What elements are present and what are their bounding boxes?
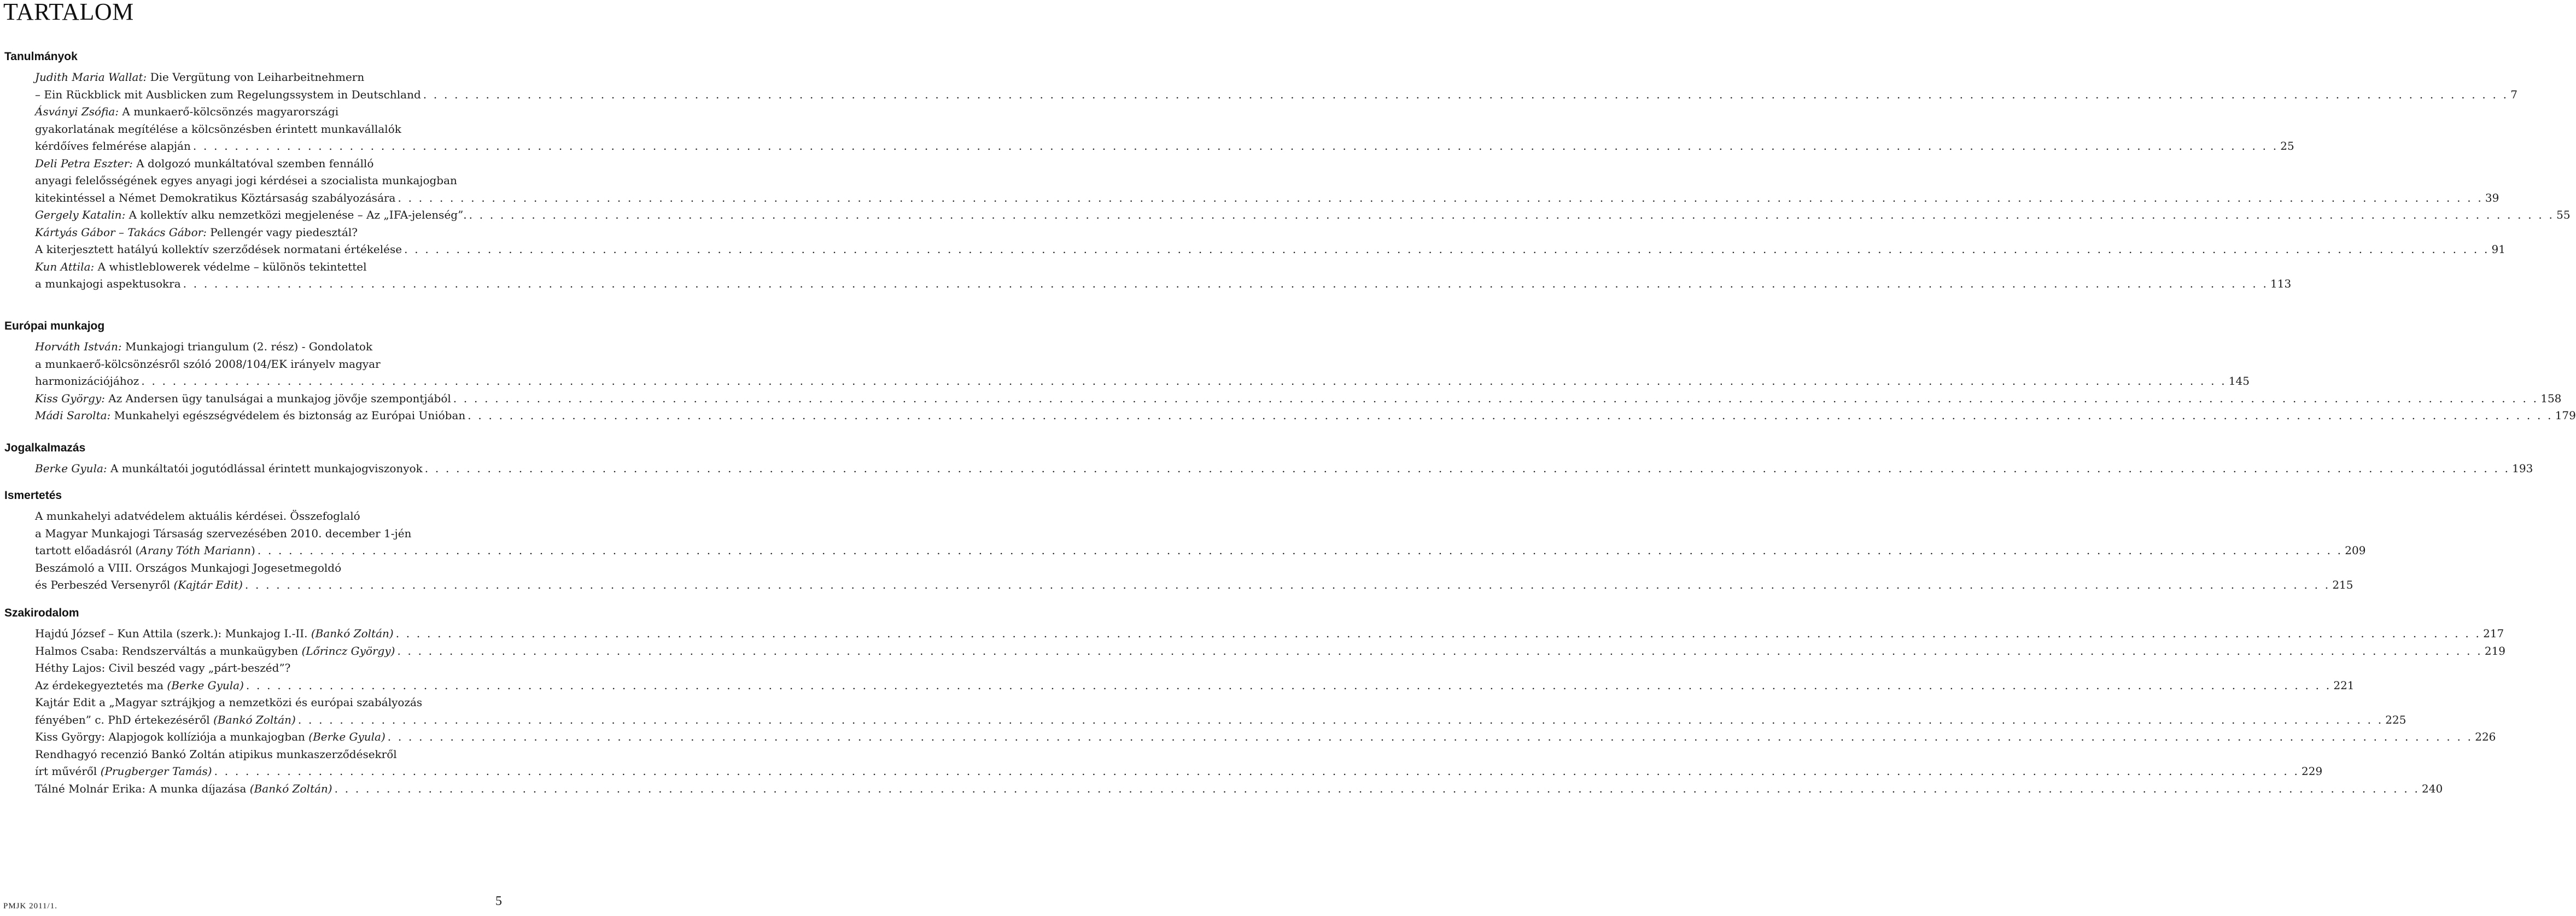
toc-entry-text bbox=[35, 763, 212, 780]
toc-entry-line bbox=[35, 763, 2323, 780]
toc-entry bbox=[35, 746, 2323, 780]
toc-entry-line bbox=[35, 338, 503, 356]
toc-entry-line bbox=[35, 224, 503, 242]
toc-entry-text bbox=[35, 373, 139, 390]
entry-title-text: Die Vergütung von Leiharbeitnehmern bbox=[147, 71, 365, 84]
toc-entry-line bbox=[35, 729, 2496, 746]
toc-entry-line bbox=[35, 121, 503, 138]
entry-page-number: 215 bbox=[2332, 578, 2353, 591]
toc-entry-text bbox=[35, 780, 332, 798]
entry-title-text: Beszámoló a VIII. Országos Munkajogi Jogesetmegoldó bbox=[35, 561, 342, 574]
entry-page-number: 193 bbox=[2512, 462, 2533, 475]
dot-leader: . . . . . . . . . . . . . . . . . . . . . . . . . . . . . . . . . . . . . . . . . . . . . . . . . . . . . . . . . . . . . . . . . . . . . . . . . . . . . . . . . . . . . . . . . . . . . . . . . . . . . . . . . . . . . . . . . . . . . . . . . . . . . . . . . . . . . . . . . . . . . . . . . . . . . . . . . . . . . . . . . . . . . . . . . . . . . . . . . . . . . . . . . . . . . . . . . . . . . . . . bbox=[244, 578, 2330, 591]
entry-title-text: Az érdekegyeztetés ma bbox=[35, 678, 167, 692]
entry-title-text: Héthy Lajos: Civil beszéd vagy „párt-beszéd”? bbox=[35, 661, 291, 674]
toc-entry-line bbox=[35, 86, 2517, 104]
section-ismertetes bbox=[4, 489, 2366, 591]
toc-entry-line bbox=[35, 542, 2366, 560]
entry-title-text: Az Andersen ügy tanulságai a munkajog jövője szempontjából bbox=[104, 391, 451, 405]
section-szakirodalom bbox=[4, 607, 2506, 795]
entry-page-number: 158 bbox=[2540, 391, 2562, 405]
author-name: (Berke Gyula) bbox=[308, 730, 385, 743]
section-entries bbox=[35, 338, 2576, 425]
toc-entry-text bbox=[35, 677, 244, 695]
dot-leader: . . . . . . . . . . . . . . . . . . . . . . . . . . . . . . . . . . . . . . . . . . . . . . . . . . . . . . . . . . . . . . . . . . . . . . . . . . . . . . . . . . . . . . . . . . . . . . . . . . . . . . . . . . . . . . . . . . . . . . . . . . . . . . . . . . . . . . . . . . . . . . . . . . . . . . . . . . . . . . . . . . . . . . . . . . . . . . . . . . . . . . . . . . . . . . . . . . . . . . . . bbox=[468, 409, 2553, 422]
entry-page-number: 91 bbox=[2491, 243, 2505, 256]
toc-entry bbox=[35, 560, 2353, 594]
toc-entry-text bbox=[35, 577, 243, 594]
entry-page-number: 219 bbox=[2484, 644, 2506, 657]
toc-entry-line bbox=[35, 138, 2294, 155]
entry-page-number: 179 bbox=[2555, 409, 2576, 422]
toc-entry-text bbox=[35, 86, 421, 104]
dot-leader: . . . . . . . . . . . . . . . . . . . . . . . . . . . . . . . . . . . . . . . . . . . . . . . . . . . . . . . . . . . . . . . . . . . . . . . . . . . . . . . . . . . . . . . . . . . . . . . . . . . . . . . . . . . . . . . . . . . . . . . . . . . . . . . . . . . . . . . . . . . . . . . . . . . . . . . . . . . . . . . . . . . . . . . . . . . . . . . . . . . . . . . . . . . . . . . . . . . . . . . . bbox=[398, 191, 2483, 204]
toc-entry-text bbox=[35, 660, 290, 677]
toc-entry-text bbox=[35, 172, 457, 190]
author-name: Kiss György: bbox=[35, 391, 105, 405]
entry-title-text: Halmos Csaba: Rendszerváltás a munkaügyben bbox=[35, 644, 302, 657]
dot-leader: . . . . . . . . . . . . . . . . . . . . . . . . . . . . . . . . . . . . . . . . . . . . . . . . . . . . . . . . . . . . . . . . . . . . . . . . . . . . . . . . . . . . . . . . . . . . . . . . . . . . . . . . . . . . . . . . . . . . . . . . . . . . . . . . . . . . . . . . . . . . . . . . . . . . . . . . . . . . . . . . . . . . . . . . . . . . . . . . . . . . . . . . . . . . . . . . . . . . . . . . bbox=[214, 765, 2300, 778]
toc-entry bbox=[35, 660, 2355, 694]
dot-leader: . . . . . . . . . . . . . . . . . . . . . . . . . . . . . . . . . . . . . . . . . . . . . . . . . . . . . . . . . . . . . . . . . . . . . . . . . . . . . . . . . . . . . . . . . . . . . . . . . . . . . . . . . . . . . . . . . . . . . . . . . . . . . . . . . . . . . . . . . . . . . . . . . . . . . . . . . . . . . . . . . . . . . . . . . . . . . . . . . . . . . . . . . . . . . . . . . . . . . . . . bbox=[423, 87, 2509, 101]
toc-entry-line bbox=[35, 241, 2505, 259]
entry-title-text: A munkáltatói jogutódlással érintett munkajogviszonyok bbox=[107, 462, 423, 475]
toc-entry-text bbox=[35, 625, 394, 643]
toc-entry-text bbox=[35, 525, 411, 543]
section-europai-munkajog bbox=[4, 320, 2576, 422]
toc-entry bbox=[35, 694, 2406, 729]
section-title: Tanulmányok bbox=[4, 50, 78, 63]
section-entries bbox=[35, 460, 2533, 478]
entry-title-text: ) bbox=[251, 544, 255, 557]
dot-leader: . . . . . . . . . . . . . . . . . . . . . . . . . . . . . . . . . . . . . . . . . . . . . . . . . . . . . . . . . . . . . . . . . . . . . . . . . . . . . . . . . . . . . . . . . . . . . . . . . . . . . . . . . . . . . . . . . . . . . . . . . . . . . . . . . . . . . . . . . . . . . . . . . . . . . . . . . . . . . . . . . . . . . . . . . . . . . . . . . . . . . . . . . . . . . . . . . . . . . . . . bbox=[395, 627, 2481, 640]
entry-title-text: írt művéről bbox=[35, 765, 101, 778]
entry-page-number: 226 bbox=[2475, 730, 2496, 743]
toc-entry-line bbox=[35, 390, 2562, 408]
toc-entry-line bbox=[35, 356, 503, 373]
entry-title-text: A kollektív alku nemzetközi megjelenése – Az „IFA-jelenség”. bbox=[125, 208, 467, 221]
author-name: (Bankó Zoltán) bbox=[213, 713, 296, 726]
dot-leader: . . . . . . . . . . . . . . . . . . . . . . . . . . . . . . . . . . . . . . . . . . . . . . . . . . . . . . . . . . . . . . . . . . . . . . . . . . . . . . . . . . . . . . . . . . . . . . . . . . . . . . . . . . . . . . . . . . . . . . . . . . . . . . . . . . . . . . . . . . . . . . . . . . . . . . . . . . . . . . . . . . . . . . . . . . . . . . . . . . . . . . . . . . . . . . . . . . . . . . . . bbox=[192, 139, 2279, 152]
toc-entry-line bbox=[35, 190, 2499, 207]
entry-title-text: A kiterjesztett hatályú kollektív szerződések normatani értékelése bbox=[35, 243, 402, 256]
section-title: Európai munkajog bbox=[4, 320, 105, 332]
dot-leader: . . . . . . . . . . . . . . . . . . . . . . . . . . . . . . . . . . . . . . . . . . . . . . . . . . . . . . . . . . . . . . . . . . . . . . . . . . . . . . . . . . . . . . . . . . . . . . . . . . . . . . . . . . . . . . . . . . . . . . . . . . . . . . . . . . . . . . . . . . . . . . . . . . . . . . . . . . . . . . . . . . . . . . . . . . . . . . . . . . . . . . . . . . . . . . . . . . . . . . . . bbox=[424, 462, 2510, 475]
entry-title-text: Pellengér vagy piedesztál? bbox=[206, 225, 358, 239]
toc-entry bbox=[35, 103, 2294, 155]
toc-entry-text bbox=[35, 729, 385, 746]
toc-entry bbox=[35, 780, 2443, 798]
toc-entry bbox=[35, 625, 2504, 643]
author-name: Horváth István: bbox=[35, 340, 122, 353]
section-jogalkalmazas bbox=[4, 442, 2533, 475]
author-name: Mádi Sarolta: bbox=[35, 409, 111, 422]
author-name: (Berke Gyula) bbox=[167, 678, 244, 692]
dot-leader: . . . . . . . . . . . . . . . . . . . . . . . . . . . . . . . . . . . . . . . . . . . . . . . . . . . . . . . . . . . . . . . . . . . . . . . . . . . . . . . . . . . . . . . . . . . . . . . . . . . . . . . . . . . . . . . . . . . . . . . . . . . . . . . . . . . . . . . . . . . . . . . . . . . . . . . . . . . . . . . . . . . . . . . . . . . . . . . . . . . . . . . . . . . . . . . . . . . . . . . . bbox=[387, 730, 2473, 743]
toc-entry-line bbox=[35, 508, 503, 525]
toc-entry-text bbox=[35, 275, 181, 293]
author-name: Deli Petra Eszter: bbox=[35, 156, 133, 170]
toc-entry-line bbox=[35, 780, 2443, 798]
toc-entry-line bbox=[35, 259, 503, 276]
toc-entry-text bbox=[35, 207, 467, 224]
author-name: (Prugberger Tamás) bbox=[100, 765, 212, 778]
section-tanulmanyok bbox=[4, 50, 2571, 290]
toc-entry-line bbox=[35, 103, 503, 121]
entry-page-number: 221 bbox=[2333, 678, 2355, 692]
toc-entry-line bbox=[35, 373, 2250, 390]
toc-entry bbox=[35, 207, 2571, 224]
dot-leader: . . . . . . . . . . . . . . . . . . . . . . . . . . . . . . . . . . . . . . . . . . . . . . . . . . . . . . . . . . . . . . . . . . . . . . . . . . . . . . . . . . . . . . . . . . . . . . . . . . . . . . . . . . . . . . . . . . . . . . . . . . . . . . . . . . . . . . . . . . . . . . . . . . . . . . . . . . . . . . . . . . . . . . . . . . . . . . . . . . . . . . . . . . . . . . . . . . . . . . . . bbox=[404, 243, 2490, 256]
dot-leader: . . . . . . . . . . . . . . . . . . . . . . . . . . . . . . . . . . . . . . . . . . . . . . . . . . . . . . . . . . . . . . . . . . . . . . . . . . . . . . . . . . . . . . . . . . . . . . . . . . . . . . . . . . . . . . . . . . . . . . . . . . . . . . . . . . . . . . . . . . . . . . . . . . . . . . . . . . . . . . . . . . . . . . . . . . . . . . . . . . . . . . . . . . . . . . . . . . . . . . . . bbox=[469, 208, 2555, 221]
toc-entry-text bbox=[35, 69, 364, 86]
entry-title-text: fényében” c. PhD értekezéséről bbox=[35, 713, 214, 726]
author-name: (Kajtár Edit) bbox=[173, 578, 243, 591]
toc-entry bbox=[35, 390, 2562, 408]
author-name: Berke Gyula: bbox=[35, 462, 107, 475]
author-name: Kun Attila: bbox=[35, 260, 95, 273]
entry-page-number: 7 bbox=[2510, 87, 2517, 101]
toc-entry-text bbox=[35, 155, 373, 173]
toc-entry-text bbox=[35, 121, 401, 138]
toc-entry-text bbox=[35, 138, 191, 155]
page-title: TARTALOM bbox=[3, 0, 134, 25]
entry-title-text: tartott előadásról ( bbox=[35, 544, 140, 557]
page-number: 5 bbox=[495, 894, 502, 908]
toc-entry-line bbox=[35, 660, 503, 677]
toc-entry-line bbox=[35, 172, 503, 190]
entry-title-text: Kiss György: Alapjogok kollíziója a munkajogban bbox=[35, 730, 309, 743]
author-name: (Lőrincz György) bbox=[301, 644, 395, 657]
entry-title-text: – Ein Rückblick mit Ausblicken zum Regelungssystem in Deutschland bbox=[35, 87, 421, 101]
toc-entry bbox=[35, 338, 2250, 390]
dot-leader: . . . . . . . . . . . . . . . . . . . . . . . . . . . . . . . . . . . . . . . . . . . . . . . . . . . . . . . . . . . . . . . . . . . . . . . . . . . . . . . . . . . . . . . . . . . . . . . . . . . . . . . . . . . . . . . . . . . . . . . . . . . . . . . . . . . . . . . . . . . . . . . . . . . . . . . . . . . . . . . . . . . . . . . . . . . . . . . . . . . . . . . . . . . . . . . . . . . . . . . . bbox=[297, 713, 2384, 726]
author-name: (Bankó Zoltán) bbox=[311, 627, 394, 640]
toc-entry-line bbox=[35, 560, 503, 577]
entry-title-text: Munkajogi triangulum (2. rész) - Gondolatok bbox=[121, 340, 373, 353]
toc-entry bbox=[35, 729, 2496, 746]
entry-page-number: 39 bbox=[2485, 191, 2499, 204]
toc-entry-line bbox=[35, 207, 2571, 224]
entry-title-text: Munkahelyi egészségvédelem és biztonság az Európai Unióban bbox=[110, 409, 466, 422]
toc-entry-text bbox=[35, 746, 397, 764]
toc-entry bbox=[35, 224, 2505, 259]
entry-page-number: 240 bbox=[2422, 782, 2443, 795]
entry-page-number: 113 bbox=[2270, 277, 2292, 290]
entry-title-text: A whistleblowerek védelme – különös tekintettel bbox=[94, 260, 367, 273]
toc-entry-text bbox=[35, 560, 341, 577]
dot-leader: . . . . . . . . . . . . . . . . . . . . . . . . . . . . . . . . . . . . . . . . . . . . . . . . . . . . . . . . . . . . . . . . . . . . . . . . . . . . . . . . . . . . . . . . . . . . . . . . . . . . . . . . . . . . . . . . . . . . . . . . . . . . . . . . . . . . . . . . . . . . . . . . . . . . . . . . . . . . . . . . . . . . . . . . . . . . . . . . . . . . . . . . . . . . . . . . . . . . . . . . bbox=[246, 678, 2332, 692]
toc-entry-text bbox=[35, 356, 381, 373]
toc-entry-text bbox=[35, 190, 395, 207]
toc-entry-line bbox=[35, 746, 503, 764]
entry-title-text: Kajtár Edit a „Magyar sztrájkjog a nemzetközi és európai szabályozás bbox=[35, 696, 423, 709]
toc-entry-text bbox=[35, 460, 423, 478]
toc-entry bbox=[35, 407, 2576, 425]
toc-entry-text bbox=[35, 508, 360, 525]
author-name: Judith Maria Wallat: bbox=[35, 71, 147, 84]
toc-entry-text bbox=[35, 103, 338, 121]
entry-title-text: és Perbeszéd Versenyről bbox=[35, 578, 174, 591]
toc-entry-line bbox=[35, 643, 2506, 660]
toc-entry-line bbox=[35, 69, 503, 86]
entry-page-number: 25 bbox=[2280, 139, 2294, 152]
toc-entry bbox=[35, 259, 2292, 293]
toc-entry bbox=[35, 69, 2517, 103]
toc-entry-text bbox=[35, 643, 395, 660]
entry-page-number: 229 bbox=[2302, 765, 2323, 778]
toc-entry-line bbox=[35, 577, 2353, 594]
section-entries bbox=[35, 508, 2366, 594]
toc-entry-line bbox=[35, 694, 503, 712]
entry-title-text: a Magyar Munkajogi Társaság szervezésében 2010. december 1-jén bbox=[35, 526, 412, 540]
toc-entry bbox=[35, 508, 2366, 560]
section-title: Jogalkalmazás bbox=[4, 442, 86, 454]
author-name: (Bankó Zoltán) bbox=[249, 782, 332, 795]
toc-entry-text bbox=[35, 694, 422, 712]
dot-leader: . . . . . . . . . . . . . . . . . . . . . . . . . . . . . . . . . . . . . . . . . . . . . . . . . . . . . . . . . . . . . . . . . . . . . . . . . . . . . . . . . . . . . . . . . . . . . . . . . . . . . . . . . . . . . . . . . . . . . . . . . . . . . . . . . . . . . . . . . . . . . . . . . . . . . . . . . . . . . . . . . . . . . . . . . . . . . . . . . . . . . . . . . . . . . . . . . . . . . . . . bbox=[334, 782, 2420, 795]
toc-entry-line bbox=[35, 677, 2355, 695]
toc-entry-text bbox=[35, 224, 358, 242]
toc-entry-line bbox=[35, 275, 2292, 293]
section-entries bbox=[35, 69, 2571, 293]
entry-title-text: a munkajogi aspektusokra bbox=[35, 277, 181, 290]
entry-title-text: kitekintéssel a Német Demokratikus Köztársaság szabályozására bbox=[35, 191, 396, 204]
entry-page-number: 55 bbox=[2556, 208, 2571, 221]
toc-entry-line bbox=[35, 625, 2504, 643]
author-name: Gergely Katalin: bbox=[35, 208, 126, 221]
toc-entry-line bbox=[35, 525, 503, 543]
section-entries bbox=[35, 625, 2506, 797]
toc-entry-line bbox=[35, 712, 2406, 729]
toc-entry-text bbox=[35, 542, 255, 560]
entry-title-text: A munkahelyi adatvédelem aktuális kérdései. Összefoglaló bbox=[35, 509, 360, 522]
entry-title-text: kérdőíves felmérése alapján bbox=[35, 139, 191, 152]
entry-title-text: Rendhagyó recenzió Bankó Zoltán atipikus munkaszerződésekről bbox=[35, 747, 397, 761]
toc-entry-line bbox=[35, 460, 2533, 478]
author-name: Ásványi Zsófia: bbox=[35, 105, 119, 118]
entry-title-text: a munkaerő-kölcsönzésről szóló 2008/104/EK irányelv magyar bbox=[35, 357, 381, 371]
entry-title-text: harmonizációjához bbox=[35, 374, 139, 387]
entry-page-number: 145 bbox=[2228, 374, 2250, 387]
dot-leader: . . . . . . . . . . . . . . . . . . . . . . . . . . . . . . . . . . . . . . . . . . . . . . . . . . . . . . . . . . . . . . . . . . . . . . . . . . . . . . . . . . . . . . . . . . . . . . . . . . . . . . . . . . . . . . . . . . . . . . . . . . . . . . . . . . . . . . . . . . . . . . . . . . . . . . . . . . . . . . . . . . . . . . . . . . . . . . . . . . . . . . . . . . . . . . . . . . . . . . . . bbox=[141, 374, 2227, 387]
toc-entry-line bbox=[35, 407, 2576, 425]
dot-leader: . . . . . . . . . . . . . . . . . . . . . . . . . . . . . . . . . . . . . . . . . . . . . . . . . . . . . . . . . . . . . . . . . . . . . . . . . . . . . . . . . . . . . . . . . . . . . . . . . . . . . . . . . . . . . . . . . . . . . . . . . . . . . . . . . . . . . . . . . . . . . . . . . . . . . . . . . . . . . . . . . . . . . . . . . . . . . . . . . . . . . . . . . . . . . . . . . . . . . . . . bbox=[397, 644, 2482, 657]
toc-entry bbox=[35, 460, 2533, 478]
toc-entry-text bbox=[35, 259, 367, 276]
section-title: Szakirodalom bbox=[4, 607, 79, 619]
dot-leader: . . . . . . . . . . . . . . . . . . . . . . . . . . . . . . . . . . . . . . . . . . . . . . . . . . . . . . . . . . . . . . . . . . . . . . . . . . . . . . . . . . . . . . . . . . . . . . . . . . . . . . . . . . . . . . . . . . . . . . . . . . . . . . . . . . . . . . . . . . . . . . . . . . . . . . . . . . . . . . . . . . . . . . . . . . . . . . . . . . . . . . . . . . . . . . . . . . . . . . . . bbox=[183, 277, 2269, 290]
toc-entry bbox=[35, 155, 2499, 207]
entry-title-text: A dolgozó munkáltatóval szemben fennálló bbox=[132, 156, 374, 170]
author-name: Kártyás Gábor – Takács Gábor: bbox=[35, 225, 207, 239]
entry-title-text: Tálné Molnár Erika: A munka díjazása bbox=[35, 782, 250, 795]
journal-footer: PMJK 2011/1. bbox=[3, 902, 57, 911]
toc-entry-text bbox=[35, 407, 465, 425]
toc-entry-text bbox=[35, 712, 296, 729]
author-name: Arany Tóth Mariann bbox=[139, 544, 252, 557]
toc-entry bbox=[35, 643, 2506, 660]
entry-title-text: gyakorlatának megítélése a kölcsönzésben érintett munkavállalók bbox=[35, 122, 401, 136]
entry-page-number: 209 bbox=[2345, 544, 2366, 557]
dot-leader: . . . . . . . . . . . . . . . . . . . . . . . . . . . . . . . . . . . . . . . . . . . . . . . . . . . . . . . . . . . . . . . . . . . . . . . . . . . . . . . . . . . . . . . . . . . . . . . . . . . . . . . . . . . . . . . . . . . . . . . . . . . . . . . . . . . . . . . . . . . . . . . . . . . . . . . . . . . . . . . . . . . . . . . . . . . . . . . . . . . . . . . . . . . . . . . . . . . . . . . . bbox=[257, 544, 2343, 557]
entry-title-text: A munkaerő-kölcsönzés magyarországi bbox=[119, 105, 339, 118]
toc-entry-text bbox=[35, 390, 451, 408]
entry-title-text: Hajdú József – Kun Attila (szerk.): Munkajog I.-II. bbox=[35, 627, 311, 640]
toc-entry-text bbox=[35, 338, 372, 356]
dot-leader: . . . . . . . . . . . . . . . . . . . . . . . . . . . . . . . . . . . . . . . . . . . . . . . . . . . . . . . . . . . . . . . . . . . . . . . . . . . . . . . . . . . . . . . . . . . . . . . . . . . . . . . . . . . . . . . . . . . . . . . . . . . . . . . . . . . . . . . . . . . . . . . . . . . . . . . . . . . . . . . . . . . . . . . . . . . . . . . . . . . . . . . . . . . . . . . . . . . . . . . . bbox=[453, 391, 2539, 405]
entry-title-text: anyagi felelősségének egyes anyagi jogi kérdései a szocialista munkajogban bbox=[35, 174, 457, 187]
entry-page-number: 225 bbox=[2385, 713, 2406, 726]
entry-page-number: 217 bbox=[2483, 627, 2504, 640]
toc-entry-text bbox=[35, 241, 402, 259]
section-title: Ismertetés bbox=[4, 489, 62, 502]
toc-entry-line bbox=[35, 155, 503, 173]
